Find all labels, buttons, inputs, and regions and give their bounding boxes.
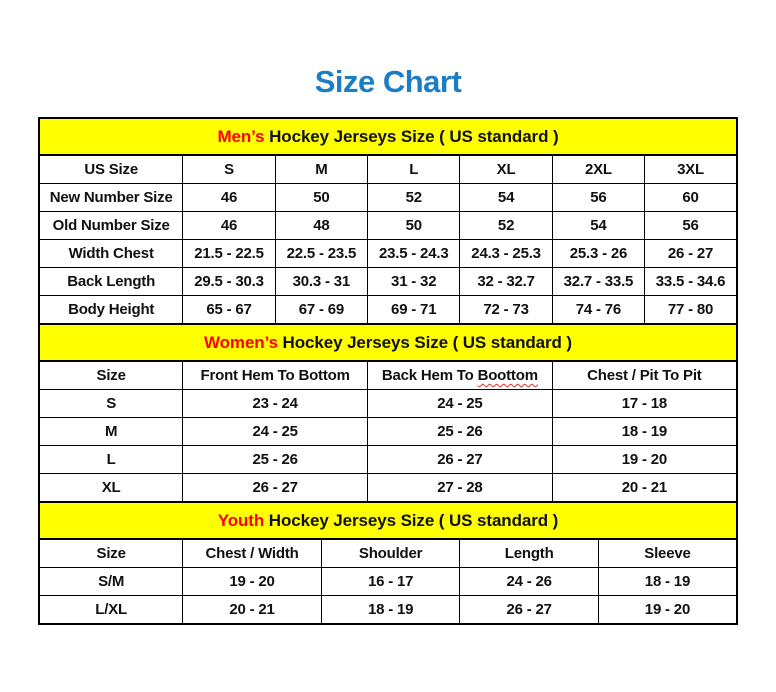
column-header: Front Hem To Bottom [183,361,368,390]
size-value-cell: 25 - 26 [183,446,368,474]
column-header [368,361,553,390]
mens-section-row [39,118,737,155]
size-value-cell: 72 - 73 [460,296,552,325]
size-value-cell: 19 - 20 [552,446,737,474]
size-value-cell: 19 - 20 [598,596,737,625]
size-value-cell: 23.5 - 24.3 [368,240,460,268]
section-accent: Men’s [217,126,265,146]
column-header: M [275,155,367,184]
table-row [39,596,737,625]
row-label: S [39,390,183,418]
size-value-cell: 19 - 20 [183,568,322,596]
column-header: US Size [39,155,183,184]
size-value-cell: 46 [183,212,275,240]
size-value-cell: 25.3 - 26 [552,240,644,268]
size-value-cell: 50 [368,212,460,240]
table-row [39,474,737,503]
size-value-cell: 30.3 - 31 [275,268,367,296]
column-header-text: Back Hem To [381,367,478,384]
row-label: Width Chest [39,240,183,268]
size-value-cell: 24 - 25 [183,418,368,446]
section-title-text: Hockey Jerseys Size ( US standard ) [277,332,572,352]
mens-column-header-row [39,155,737,184]
size-value-cell: 69 - 71 [368,296,460,325]
table-row [39,268,737,296]
size-value-cell: 52 [460,212,552,240]
size-value-cell: 16 - 17 [321,568,460,596]
size-value-cell: 32.7 - 33.5 [552,268,644,296]
section-accent: Women’s [204,332,278,352]
size-value-cell: 74 - 76 [552,296,644,325]
table-row [39,446,737,474]
youth-section-row [39,502,737,539]
size-value-cell: 17 - 18 [552,390,737,418]
column-header: S [183,155,275,184]
table-row [39,390,737,418]
table-row [39,296,737,325]
womens-size-table [38,323,738,503]
size-value-cell: 25 - 26 [368,418,553,446]
size-value-cell: 77 - 80 [645,296,737,325]
size-value-cell: 54 [460,184,552,212]
size-value-cell: 26 - 27 [645,240,737,268]
size-value-cell: 54 [552,212,644,240]
table-row [39,418,737,446]
column-header: Size [39,539,183,568]
size-value-cell: 56 [552,184,644,212]
size-value-cell: 24.3 - 25.3 [460,240,552,268]
mens-section-header [39,118,737,155]
size-value-cell: 65 - 67 [183,296,275,325]
size-value-cell: 24 - 25 [368,390,553,418]
misspelled-word: Boottom [477,367,538,384]
section-title-text: Hockey Jerseys Size ( US standard ) [264,126,559,146]
size-value-cell: 31 - 32 [368,268,460,296]
size-value-cell: 46 [183,184,275,212]
column-header: Length [460,539,599,568]
size-value-cell: 18 - 19 [321,596,460,625]
size-value-cell: 52 [368,184,460,212]
womens-section-header [39,324,737,361]
size-value-cell: 60 [645,184,737,212]
size-value-cell: 27 - 28 [368,474,553,503]
row-label: M [39,418,183,446]
row-label: Back Length [39,268,183,296]
size-value-cell: 26 - 27 [460,596,599,625]
size-value-cell: 22.5 - 23.5 [275,240,367,268]
size-value-cell: 26 - 27 [368,446,553,474]
size-value-cell: 24 - 26 [460,568,599,596]
row-label: Body Height [39,296,183,325]
womens-column-header-row [39,361,737,390]
size-value-cell: 18 - 19 [598,568,737,596]
size-value-cell: 48 [275,212,367,240]
size-value-cell: 18 - 19 [552,418,737,446]
youth-column-header-row [39,539,737,568]
table-row [39,184,737,212]
size-value-cell: 23 - 24 [183,390,368,418]
youth-section-header [39,502,737,539]
column-header: Chest / Width [183,539,322,568]
page-title: Size Chart [314,64,462,99]
table-row [39,212,737,240]
section-accent: Youth [217,510,265,530]
size-value-cell: 29.5 - 30.3 [183,268,275,296]
row-label: Old Number Size [39,212,183,240]
size-value-cell: 33.5 - 34.6 [645,268,737,296]
table-row [39,568,737,596]
column-header: 2XL [552,155,644,184]
section-title-text: Hockey Jerseys Size ( US standard ) [264,510,559,530]
size-value-cell: 56 [645,212,737,240]
column-header: 3XL [645,155,737,184]
row-label: L [39,446,183,474]
column-header: Size [39,361,183,390]
row-label: New Number Size [39,184,183,212]
size-value-cell: 21.5 - 22.5 [183,240,275,268]
mens-size-table [38,117,738,325]
row-label: L/XL [39,596,183,625]
size-value-cell: 67 - 69 [275,296,367,325]
row-label: XL [39,474,183,503]
row-label: S/M [39,568,183,596]
womens-section-row [39,324,737,361]
column-header: Sleeve [598,539,737,568]
column-header: L [368,155,460,184]
size-chart-tables [38,117,738,625]
column-header: Shoulder [321,539,460,568]
size-value-cell: 20 - 21 [552,474,737,503]
size-value-cell: 32 - 32.7 [460,268,552,296]
column-header: Chest / Pit To Pit [552,361,737,390]
table-row [39,240,737,268]
size-value-cell: 50 [275,184,367,212]
size-value-cell: 20 - 21 [183,596,322,625]
youth-size-table [38,501,738,625]
column-header: XL [460,155,552,184]
size-value-cell: 26 - 27 [183,474,368,503]
